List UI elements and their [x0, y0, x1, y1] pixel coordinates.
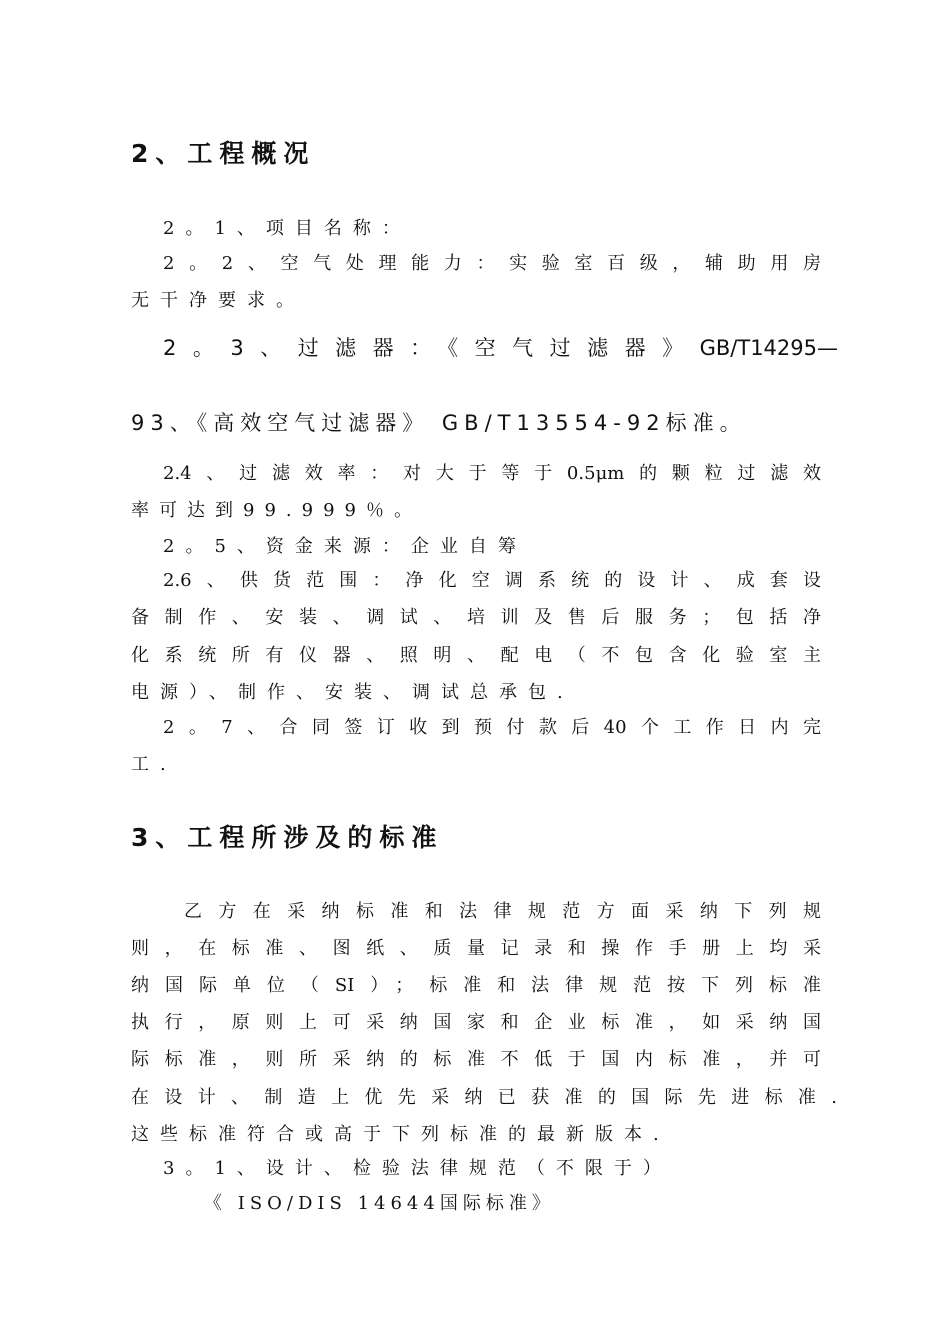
section-2-heading: 2、工程概况 — [131, 139, 316, 168]
item-2-7-cont: 工. — [131, 754, 177, 775]
standard-iso-14644: 《 ISO/DIS 14644国际标准》 — [204, 1193, 555, 1214]
section-3-para-line-5: 际标准，则所采纳的标准不低于国内标准，并可 — [131, 1049, 821, 1070]
item-2-1: 2。1、项目名称： — [163, 218, 411, 239]
section-3-para-line-6: 在设计、制造上优先采纳已获准的国际先进标准. — [131, 1087, 837, 1108]
section-3-para-line-4: 执行，原则上可采纳国家和企业标准，如采纳国 — [131, 1012, 821, 1033]
section-3-heading: 3、工程所涉及的标准 — [131, 823, 444, 852]
item-2-6: 2.6、供货范围：净化空调系统的设计、成套设 — [163, 570, 821, 591]
item-2-6-cont-2: 化系统所有仪器、照明、配电（不包含化验室主 — [131, 645, 821, 666]
item-2-2-cont: 无干净要求。 — [131, 290, 305, 311]
item-2-3-cont: 93、《高效空气过滤器》 GB/T13554-92标准。 — [131, 411, 747, 435]
item-2-3: 2。3、过滤器：《空气过滤器》GB/T14295— — [163, 336, 838, 360]
item-2-7: 2。7、合同签订收到预付款后40个工作日内完 — [163, 717, 821, 738]
section-3-para-line-7: 这些标准符合或高于下列标准的最新版本. — [131, 1124, 670, 1145]
item-2-6-cont-1: 备制作、安装、调试、培训及售后服务；包括净 — [131, 607, 821, 628]
item-2-6-cont-3: 电源）、制作、安装、调试总承包. — [131, 682, 574, 703]
item-2-5: 2。5、资金来源：企业自筹 — [163, 536, 527, 557]
item-3-1: 3。1、设计、检验法律规范（不限于） — [163, 1158, 672, 1179]
item-2-4-cont: 率可达到99.999％。 — [131, 500, 422, 521]
section-3-para-line-3: 纳国际单位（SI）；标准和法律规范按下列标准 — [131, 975, 821, 996]
section-3-para-line-2: 则，在标准、图纸、质量记录和操作手册上均采 — [131, 938, 821, 959]
section-3-para-line-1: 乙方在采纳标准和法律规范方面采纳下列规 — [184, 901, 821, 922]
item-2-2: 2。2、空气处理能力：实验室百级，辅助用房 — [163, 253, 821, 274]
item-2-4: 2.4、过滤效率：对大于等于0.5μm的颗粒过滤效 — [163, 463, 821, 484]
